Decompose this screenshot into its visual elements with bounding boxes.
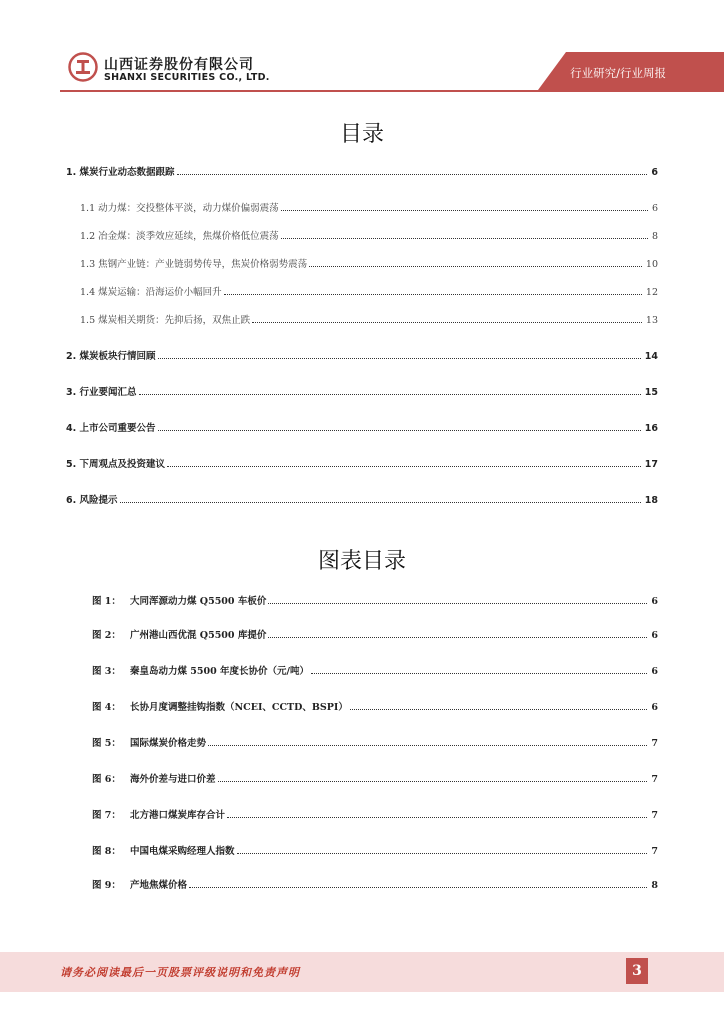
figure-page: 7	[651, 846, 658, 857]
figure-number: 图 4：	[92, 702, 121, 713]
toc-entry-page: 16	[644, 423, 658, 434]
figure-leader-dots	[189, 887, 647, 888]
figure-title: 北方港口煤炭库存合计	[130, 810, 226, 821]
toc-leader-dots	[224, 294, 642, 295]
toc-entry[interactable]	[66, 492, 658, 506]
figure-number: 图 3：	[92, 666, 121, 677]
figure-leader-dots	[268, 603, 647, 604]
figure-title: 秦皇岛动力煤 5500 年度长协价（元/吨）	[130, 666, 310, 677]
toc-entry-page: 12	[645, 287, 658, 298]
toc-leader-dots	[309, 266, 642, 267]
toc-entry[interactable]	[66, 456, 658, 470]
toc-entry[interactable]	[80, 312, 658, 326]
figure-page: 6	[651, 702, 658, 713]
toc-entry[interactable]	[66, 384, 658, 398]
toc-entry-title: 1.5 煤炭相关期货：先抑后扬，双焦止跌	[80, 315, 251, 326]
toc-entry[interactable]	[80, 228, 658, 242]
toc-entry-page: 13	[645, 315, 658, 326]
page-number: 3	[626, 958, 648, 984]
toc-title: 目录	[339, 122, 384, 147]
toc-entry-title: 1.1 动力煤：交投整体平淡，动力煤价偏弱震荡	[80, 203, 279, 214]
figure-title: 国际煤炭价格走势	[130, 738, 207, 749]
figure-leader-dots	[268, 637, 647, 638]
figure-leader-dots	[311, 673, 647, 674]
toc-leader-dots	[281, 238, 648, 239]
toc-entry[interactable]	[66, 164, 658, 178]
toc-entry[interactable]	[80, 200, 658, 214]
figure-entry[interactable]	[92, 843, 658, 857]
figure-entry[interactable]	[92, 663, 658, 677]
toc-leader-dots	[120, 502, 641, 503]
figure-entry[interactable]	[92, 877, 658, 891]
toc-entry-title: 2. 煤炭板块行情回顾	[66, 351, 156, 362]
page-header	[0, 0, 724, 105]
toc-entry-title: 6. 风险提示	[66, 495, 118, 506]
toc-entry-title: 1. 煤炭行业动态数据跟踪	[66, 167, 175, 178]
toc-leader-dots	[252, 322, 642, 323]
toc-entry[interactable]	[80, 256, 658, 270]
figure-title: 产地焦煤价格	[130, 880, 188, 891]
figure-number: 图 1：	[92, 596, 121, 607]
figure-leader-dots	[218, 781, 648, 782]
figure-title: 长协月度调整挂钩指数（NCEI、CCTD、BSPI）	[130, 702, 348, 713]
figure-number: 图 6：	[92, 774, 121, 785]
toc-entry-title: 1.2 冶金煤：淡季效应延续，焦煤价格低位震荡	[80, 231, 279, 242]
figure-page: 8	[651, 880, 658, 891]
toc-leader-dots	[177, 174, 648, 175]
footer-disclaimer: 请务必阅读最后一页股票评级说明和免责声明	[60, 966, 300, 979]
figure-leader-dots	[237, 853, 648, 854]
toc-entry-page: 18	[644, 495, 658, 506]
figure-leader-dots	[227, 817, 647, 818]
toc-entry-page: 10	[645, 259, 658, 270]
figure-entry[interactable]	[92, 593, 658, 607]
toc-leader-dots	[158, 358, 641, 359]
toc-entry[interactable]	[66, 420, 658, 434]
figure-number: 图 2：	[92, 630, 121, 641]
figure-page: 7	[651, 738, 658, 749]
figure-title: 海外价差与进口价差	[130, 774, 216, 785]
toc-leader-dots	[281, 210, 648, 211]
figure-list-title: 图表目录	[317, 549, 406, 574]
toc-leader-dots	[139, 394, 641, 395]
figure-page: 6	[651, 630, 658, 641]
company-name-cn: 山西证券股份有限公司	[104, 57, 254, 73]
figure-leader-dots	[350, 709, 648, 710]
figure-number: 图 8：	[92, 846, 121, 857]
report-type-label: 行业研究/行业周报	[570, 66, 666, 80]
toc-entry[interactable]	[66, 348, 658, 362]
figure-number: 图 5：	[92, 738, 121, 749]
figure-entry[interactable]	[92, 699, 658, 713]
header-divider	[60, 90, 724, 92]
shanxi-securities-logo-icon	[68, 52, 98, 82]
figure-number: 图 9：	[92, 880, 121, 891]
figure-title: 大同浑源动力煤 Q5500 车板价	[130, 596, 267, 607]
toc-entry-title: 1.3 焦钢产业链：产业链弱势传导，焦炭价格弱势震荡	[80, 259, 308, 270]
toc-entry-page: 14	[644, 351, 658, 362]
toc-entry-title: 3. 行业要闻汇总	[66, 387, 137, 398]
toc-entry-page: 15	[644, 387, 658, 398]
figure-entry[interactable]	[92, 627, 658, 641]
toc-entry-title: 1.4 煤炭运输：沿海运价小幅回升	[80, 287, 222, 298]
toc-entry-title: 4. 上市公司重要公告	[66, 423, 156, 434]
figure-number: 图 7：	[92, 810, 121, 821]
figure-title: 广州港山西优混 Q5500 库提价	[130, 630, 267, 641]
toc-entry-page: 6	[651, 167, 658, 178]
figure-page: 6	[651, 596, 658, 607]
toc-leader-dots	[167, 466, 641, 467]
figure-entry[interactable]	[92, 771, 658, 785]
figure-page: 6	[651, 666, 658, 677]
toc-leader-dots	[158, 430, 641, 431]
figure-entry[interactable]	[92, 807, 658, 821]
toc-entry-page: 17	[644, 459, 658, 470]
toc-entry-page: 8	[651, 231, 658, 242]
figure-page: 7	[651, 810, 658, 821]
figure-title: 中国电煤采购经理人指数	[130, 846, 235, 857]
company-name-en: SHANXI SECURITIES CO., LTD.	[104, 72, 270, 83]
figure-page: 7	[651, 774, 658, 785]
figure-leader-dots	[208, 745, 647, 746]
toc-entry[interactable]	[80, 284, 658, 298]
toc-entry-title: 5. 下周观点及投资建议	[66, 459, 166, 470]
toc-entry-page: 6	[651, 203, 658, 214]
figure-entry[interactable]	[92, 735, 658, 749]
